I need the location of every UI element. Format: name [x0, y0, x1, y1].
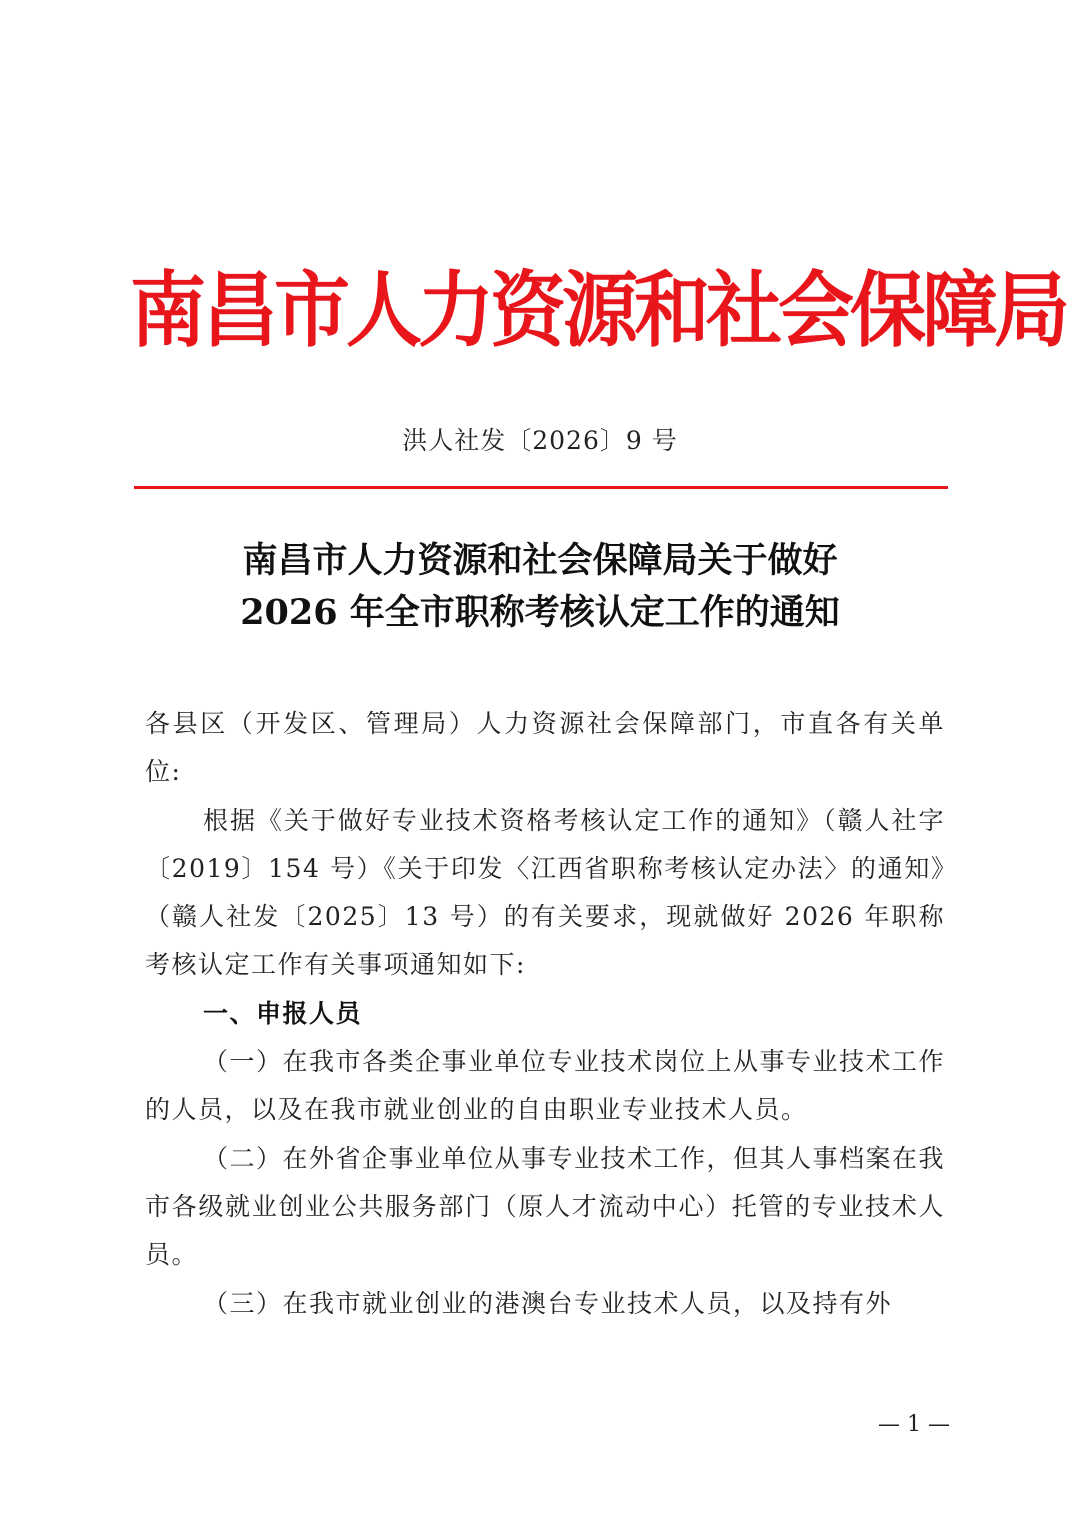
page-number: — 1 —: [878, 1412, 950, 1437]
intro-paragraph: 根据《关于做好专业技术资格考核认定工作的通知》（赣人社字〔2019〕154 号）《关于印发〈江西省职称考核认定办法〉的通知》（赣人社发〔2025〕13 号）的有关要求，现就做好 2026 年职称考核认定工作有关事项通知如下:: [145, 805, 945, 980]
document-body: [145, 700, 945, 1328]
item-paragraph-3: （三）在我市就业创业的港澳台专业技术人员，以及持有外: [203, 1288, 893, 1318]
agency-letterhead: 南昌市人力资源和社会保障局: [130, 262, 1066, 359]
title-line-1: 南昌市人力资源和社会保障局关于做好: [242, 540, 838, 581]
document-number: 洪人社发〔2026〕9 号: [402, 426, 678, 455]
salutation: 各县区（开发区、管理局）人力资源社会保障部门，市直各有关单位:: [145, 709, 945, 787]
title-line-2: 2026 年全市职称考核认定工作的通知: [240, 592, 840, 633]
item-paragraph-1: （一）在我市各类企事业单位专业技术岗位上从事专业技术工作的人员，以及在我市就业创业的自由职业专业技术人员。: [145, 1047, 946, 1125]
red-separator-line: [134, 486, 948, 489]
document-title: [0, 535, 1080, 639]
section-heading-applicants: 一、申报人员: [203, 998, 363, 1028]
item-paragraph-2: （二）在外省企事业单位从事专业技术工作，但其人事档案在我市各级就业创业公共服务部门（原人才流动中心）托管的专业技术人员。: [145, 1143, 946, 1270]
